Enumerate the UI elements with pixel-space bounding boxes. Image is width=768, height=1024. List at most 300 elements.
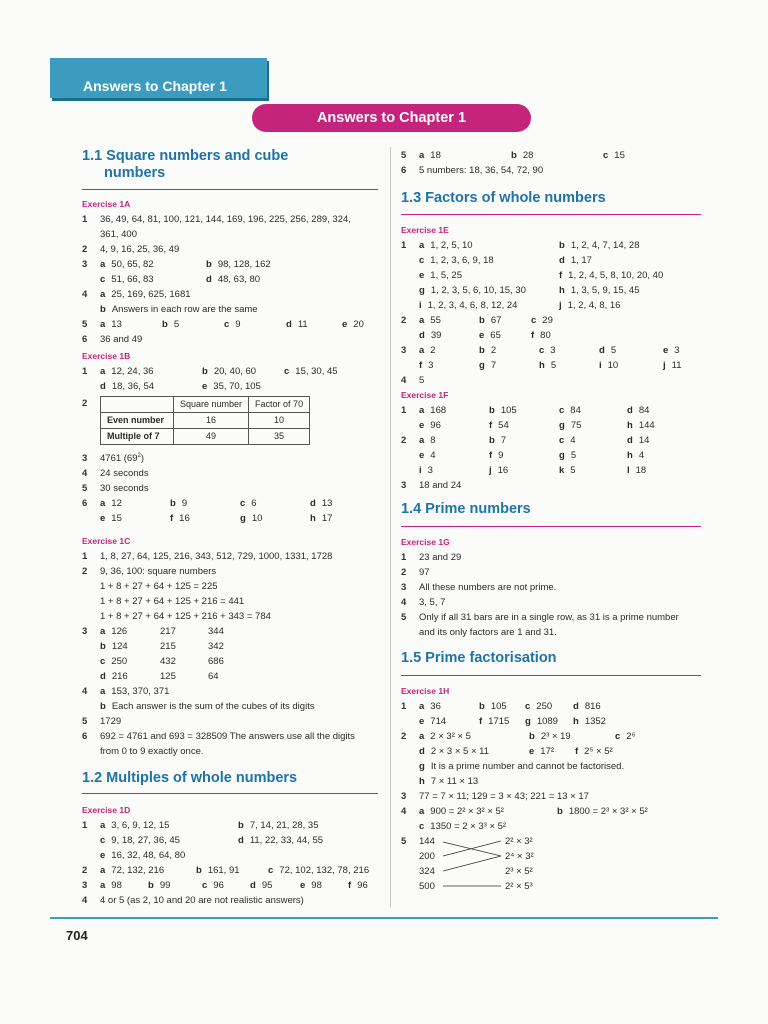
answer-text: All these numbers are not prime.: [419, 582, 557, 593]
answer-text: 64: [208, 671, 219, 682]
answer-row: [82, 332, 382, 347]
section-1-4-title: 1.4 Prime numbers: [401, 501, 531, 517]
answer-row: [82, 564, 382, 624]
answer-text: 1, 2, 4, 8, 16: [567, 300, 621, 311]
match-right-item: 2⁴ × 3²: [505, 851, 534, 862]
answer-text: 1 + 8 + 27 + 64 + 125 + 216 + 343 = 784: [100, 611, 271, 622]
answer-text: 432: [160, 656, 176, 667]
answer-text: 1 + 8 + 27 + 64 + 125 = 225: [100, 581, 218, 592]
part-label: b: [479, 315, 485, 326]
part-label: h: [627, 450, 633, 461]
answer-text: 105: [490, 701, 507, 712]
answer-text: 161, 91: [207, 865, 240, 876]
part-label: j: [489, 465, 492, 476]
part-label: f: [575, 746, 579, 757]
column-divider: [390, 147, 391, 907]
part-label: g: [525, 716, 531, 727]
answer-text: 98, 128, 162: [217, 259, 271, 270]
question-number: 1: [82, 366, 88, 377]
answer-text: 144: [638, 420, 655, 431]
question-number: 3: [401, 582, 407, 593]
answer-text: 1350 = 2 × 3³ × 5²: [430, 821, 507, 832]
answer-text: 1, 2, 4, 5, 8, 10, 20, 40: [568, 270, 664, 281]
part-label: a: [419, 405, 425, 416]
answer-text: 4761 (69: [100, 453, 138, 464]
part-label: h: [627, 420, 633, 431]
answer-text: 36, 49, 64, 81, 100, 121, 144, 169, 196, 225, 256, 289, 324,: [100, 214, 351, 225]
part-label: d: [419, 746, 425, 757]
answer-text: 3: [428, 360, 434, 371]
answer-text: 1, 2, 3, 5, 6, 10, 15, 30: [430, 285, 526, 296]
question-number: 5: [82, 319, 88, 330]
part-label: b: [162, 319, 168, 330]
answer-text: 96: [213, 880, 224, 891]
part-label: b: [170, 498, 176, 509]
question-number: 4: [401, 806, 407, 817]
question-number: 4: [82, 468, 88, 479]
question-number: 3: [401, 345, 407, 356]
answer-row: [401, 403, 713, 433]
part-label: d: [286, 319, 292, 330]
table-cell: 16: [174, 413, 249, 429]
part-label: i: [419, 300, 422, 311]
table-header: Square number: [174, 397, 249, 413]
part-label: a: [419, 701, 425, 712]
section-1-3-title: 1.3 Factors of whole numbers: [401, 190, 606, 206]
answer-text: 168: [430, 405, 447, 416]
chapter-tab: [50, 58, 267, 98]
part-label: c: [100, 656, 106, 667]
question-number: 4: [82, 686, 88, 697]
part-label: a: [419, 315, 425, 326]
answer-text: 2: [490, 345, 497, 356]
answer-text: 1, 17: [570, 255, 592, 266]
part-label: g: [419, 761, 425, 772]
answer-text: 12: [111, 498, 122, 509]
part-label: d: [238, 835, 244, 846]
answer-text: 99: [159, 880, 171, 891]
part-label: c: [559, 435, 565, 446]
answer-text: 29: [542, 315, 553, 326]
exercise-1c-answers: [82, 549, 382, 759]
exercise-1g-title: Exercise 1G: [401, 537, 450, 547]
part-label: a: [100, 366, 106, 377]
part-label: d: [627, 435, 633, 446]
answer-text: 11: [297, 319, 308, 330]
answer-text: 250: [111, 656, 128, 667]
part-label: h: [559, 285, 565, 296]
part-label: d: [599, 345, 605, 356]
answer-text: 48, 63, 80: [217, 274, 261, 285]
part-label: a: [100, 865, 106, 876]
section-1-1-title: [82, 148, 288, 182]
answer-text: 2: [430, 345, 436, 356]
exercise-1g-answers: [401, 550, 713, 640]
question-number: 1: [82, 820, 88, 831]
question-number: 3: [82, 626, 88, 637]
answer-text: 5 numbers: 18, 36, 54, 72, 90: [419, 165, 544, 176]
answer-row: [82, 684, 382, 714]
answer-text: 692 = 4761 and 693 = 328509 The answers use all the digits: [100, 731, 355, 742]
answer-text: 215: [160, 641, 176, 652]
part-label: e: [479, 330, 485, 341]
answer-text: 5: [419, 375, 425, 386]
answer-row: [401, 729, 713, 789]
answer-text: 96: [357, 880, 368, 891]
chapter-tab-title: Answers to Chapter 1: [83, 78, 227, 94]
part-label: e: [529, 746, 535, 757]
answer-text: 95: [261, 880, 273, 891]
question-number: 2: [401, 731, 407, 742]
exercise-1f-title: Exercise 1F: [401, 390, 449, 400]
part-label: h: [419, 776, 425, 787]
answer-text: 1, 5, 25: [430, 270, 462, 281]
answer-text: 7, 14, 21, 28, 35: [249, 820, 319, 831]
answer-text: 55: [430, 315, 441, 326]
part-label: f: [559, 270, 563, 281]
part-label: f: [489, 420, 493, 431]
part-label: a: [419, 345, 425, 356]
part-label: b: [206, 259, 212, 270]
answer-text: 7: [500, 435, 507, 446]
answer-text: 1729: [100, 716, 122, 727]
answer-row: [401, 163, 711, 178]
answer-text: from 0 to 9 exactly once.: [100, 746, 204, 757]
answer-text: 11, 22, 33, 44, 55: [249, 835, 324, 846]
question-number: 3: [401, 480, 407, 491]
answer-row: [82, 549, 382, 564]
answer-row: [401, 565, 713, 580]
part-label: b: [196, 865, 202, 876]
answer-text: 250: [536, 701, 553, 712]
answer-text: 1715: [488, 716, 510, 727]
answer-text: 84: [638, 405, 650, 416]
answer-text: 105: [500, 405, 517, 416]
answer-text: 12, 24, 36: [111, 366, 154, 377]
part-label: c: [419, 255, 425, 266]
answer-text: 1, 8, 27, 64, 125, 216, 343, 512, 729, 1000, 1331, 1728: [100, 551, 333, 562]
answer-text: 77 = 7 × 11; 129 = 3 × 43; 221 = 13 × 17: [419, 791, 589, 802]
part-label: b: [489, 435, 495, 446]
answer-text: 5: [570, 465, 576, 476]
answer-text: 50, 65, 82: [111, 259, 154, 270]
part-label: c: [284, 366, 290, 377]
part-label: e: [419, 716, 425, 727]
part-label: f: [348, 880, 352, 891]
match-left-item: 500: [419, 881, 435, 892]
part-label: b: [148, 880, 154, 891]
part-label: b: [511, 150, 517, 161]
exercise-1e-title: Exercise 1E: [401, 225, 449, 235]
answer-row: [401, 313, 713, 343]
answer-text: 4, 9, 16, 25, 36, 49: [100, 244, 180, 255]
part-label: g: [419, 285, 425, 296]
part-label: c: [240, 498, 246, 509]
answer-row: [82, 242, 382, 257]
part-label: f: [479, 716, 483, 727]
answer-row: [82, 714, 382, 729]
answer-text: 3: [427, 465, 433, 476]
answer-text: 4 or 5 (as 2, 10 and 20 are not realistic answers): [100, 895, 304, 906]
answer-text: 3, 5, 7: [419, 597, 446, 608]
match-line: [443, 856, 501, 871]
exercise-1a-title: Exercise 1A: [82, 199, 131, 209]
part-label: a: [100, 259, 106, 270]
answer-text: 18, 36, 54: [111, 381, 155, 392]
part-label: e: [419, 450, 425, 461]
part-label: d: [206, 274, 212, 285]
part-label: i: [419, 465, 422, 476]
answer-text: 16: [179, 513, 190, 524]
question-number: 4: [401, 375, 407, 386]
answer-text: 126: [111, 626, 128, 637]
exercise-1b-answers: [82, 364, 382, 526]
question-number: 3: [82, 880, 88, 891]
part-label: d: [100, 671, 106, 682]
question-number: 3: [401, 791, 407, 802]
answer-text: 3, 6, 9, 12, 15: [111, 820, 170, 831]
part-label: a: [419, 731, 425, 742]
section-rule: [401, 214, 701, 215]
question-number: 3: [82, 259, 88, 270]
part-label: a: [419, 150, 425, 161]
answer-text: 13: [321, 498, 333, 509]
part-label: b: [557, 806, 563, 817]
answer-text: 35, 70, 105: [213, 381, 261, 392]
answer-row: [82, 466, 382, 481]
answer-text: 4: [638, 450, 645, 461]
answer-text: 54: [498, 420, 509, 431]
answer-text: 80: [540, 330, 551, 341]
exercise-1h-title: Exercise 1H: [401, 686, 450, 696]
question-number: 2: [82, 566, 88, 577]
part-label: c: [202, 880, 208, 891]
answer-row: [401, 580, 713, 595]
part-label: f: [419, 360, 423, 371]
match-right-item: 2² × 5³: [505, 881, 533, 892]
answer-text: 344: [208, 626, 224, 637]
section-title-line: numbers: [104, 165, 166, 181]
part-label: c: [525, 701, 531, 712]
part-label: a: [100, 289, 106, 300]
answer-row: [82, 863, 382, 878]
part-label: b: [489, 405, 495, 416]
answer-row: [401, 433, 713, 478]
part-label: a: [100, 880, 106, 891]
part-label: c: [531, 315, 537, 326]
answer-row: [401, 789, 713, 804]
exercise-1d-continued: [401, 148, 711, 178]
question-number: 2: [401, 315, 407, 326]
answer-row: [401, 610, 713, 640]
answer-text: 153, 370, 371: [111, 686, 170, 697]
answer-text: 342: [208, 641, 224, 652]
answer-row: [82, 396, 382, 445]
answer-text: ): [140, 453, 145, 464]
answer-text: 18: [430, 150, 441, 161]
answer-row: [401, 804, 713, 834]
part-label: h: [539, 360, 545, 371]
answer-text: 1800 = 2³ × 3² × 5²: [568, 806, 648, 817]
answer-row: [401, 148, 711, 163]
answer-text: Each answer is the sum of the cubes of its digits: [111, 701, 315, 712]
answer-text: 18: [635, 465, 647, 476]
answer-row: [82, 729, 382, 759]
question-number: 4: [401, 597, 407, 608]
answer-text: 7 × 11 × 13: [430, 776, 479, 787]
table-row-label: Multiple of 7: [101, 429, 174, 445]
table-cell: [101, 397, 174, 413]
answer-text: 36: [430, 701, 441, 712]
answer-text: It is a prime number and cannot be factorised.: [430, 761, 625, 772]
square-factor-table: [100, 396, 310, 445]
answer-text: 72, 132, 216: [111, 865, 165, 876]
exercise-1b-title: Exercise 1B: [82, 351, 131, 361]
answer-row: [82, 893, 382, 908]
part-label: e: [419, 270, 425, 281]
part-label: k: [559, 465, 565, 476]
section-rule: [82, 793, 378, 794]
answer-row: [82, 878, 382, 893]
answer-text: 124: [111, 641, 128, 652]
answer-text: Answers in each row are the same: [111, 304, 258, 315]
answer-text: 9, 36, 100: square numbers: [100, 566, 217, 577]
question-number: 5: [82, 483, 88, 494]
answer-text: 9: [181, 498, 188, 509]
answer-row: [82, 317, 382, 332]
part-label: a: [419, 240, 425, 251]
answer-text: 17²: [540, 746, 555, 757]
answer-row: [82, 364, 382, 394]
answer-text: 5: [570, 450, 577, 461]
answer-text: 1, 2, 3, 6, 9, 18: [430, 255, 494, 266]
part-label: d: [627, 405, 633, 416]
part-label: f: [170, 513, 174, 524]
part-label: a: [419, 435, 425, 446]
part-label: e: [300, 880, 306, 891]
part-label: a: [100, 498, 106, 509]
part-label: g: [240, 513, 246, 524]
part-label: b: [479, 345, 485, 356]
question-number: 1: [82, 214, 88, 225]
match-left-item: 144: [419, 836, 435, 847]
part-label: h: [310, 513, 316, 524]
answer-text: 2³ × 19: [540, 731, 571, 742]
section-rule: [401, 675, 701, 676]
part-label: a: [419, 806, 425, 817]
answer-text: 16, 32, 48, 64, 80: [111, 850, 186, 861]
exercise-1d-answers: [82, 818, 382, 908]
answer-text: 217: [160, 626, 176, 637]
part-label: c: [419, 821, 425, 832]
part-label: b: [479, 701, 485, 712]
answer-text: 97: [419, 567, 430, 578]
answer-row: [82, 451, 382, 466]
part-label: c: [559, 405, 565, 416]
part-label: c: [603, 150, 609, 161]
part-label: a: [100, 686, 106, 697]
answer-row: [82, 481, 382, 496]
answer-text: 900 = 2² × 3² × 5²: [430, 806, 504, 817]
part-label: j: [663, 360, 666, 371]
answer-text: 28: [522, 150, 534, 161]
answer-text: 67: [490, 315, 502, 326]
question-number: 6: [82, 334, 88, 345]
exercise-1d-title: Exercise 1D: [82, 805, 131, 815]
question-number: 4: [82, 895, 88, 906]
part-label: b: [100, 701, 106, 712]
answer-text: Only if all 31 bars are in a single row, as 31 is a prime number: [419, 612, 679, 623]
answer-text: 2 × 3² × 5: [430, 731, 471, 742]
part-label: e: [202, 381, 208, 392]
question-number: 5: [401, 150, 407, 161]
part-label: c: [100, 835, 106, 846]
question-number: 5: [401, 836, 407, 847]
question-number: 2: [401, 435, 407, 446]
part-label: i: [599, 360, 602, 371]
part-label: j: [559, 300, 562, 311]
factor-matching-diagram: [419, 834, 549, 894]
part-label: e: [663, 345, 669, 356]
answer-text: 7: [490, 360, 497, 371]
answer-text: 686: [208, 656, 224, 667]
answer-row: [401, 595, 713, 610]
table-cell: 49: [174, 429, 249, 445]
answer-text: 816: [584, 701, 601, 712]
answer-text: 6: [251, 498, 257, 509]
answer-text: 1, 3, 5, 9, 15, 45: [570, 285, 640, 296]
answer-text: 17: [321, 513, 333, 524]
question-number: 5: [401, 612, 407, 623]
answer-row: [401, 699, 713, 729]
answer-row: [82, 257, 382, 287]
answer-row: [82, 496, 382, 526]
answer-text: 30 seconds: [100, 483, 149, 494]
exercise-1e-answers: [401, 238, 713, 388]
answer-text: 96: [430, 420, 441, 431]
answer-text: 125: [160, 671, 176, 682]
part-label: c: [268, 865, 274, 876]
answer-text: 10: [251, 513, 263, 524]
part-label: d: [100, 381, 106, 392]
question-number: 1: [401, 240, 407, 251]
answer-text: 1089: [536, 716, 558, 727]
exercise-1f-answers: [401, 403, 713, 493]
answer-text: 1, 2, 4, 7, 14, 28: [570, 240, 640, 251]
match-left-item: 200: [419, 851, 435, 862]
question-number: 1: [401, 405, 407, 416]
answer-text: 5: [550, 360, 557, 371]
question-number: 4: [82, 289, 88, 300]
answer-text: 25, 169, 625, 1681: [111, 289, 191, 300]
part-label: a: [100, 319, 106, 330]
question-number: 2: [82, 244, 88, 255]
answer-row: [401, 238, 713, 313]
part-label: c: [224, 319, 230, 330]
part-label: e: [100, 850, 106, 861]
answer-text: 98: [311, 880, 322, 891]
answer-text: 2 × 3 × 5 × 11: [430, 746, 490, 757]
answer-row: [82, 624, 382, 684]
answer-text: 1 + 8 + 27 + 64 + 125 + 216 = 441: [100, 596, 245, 607]
question-number: 6: [82, 498, 88, 509]
answer-text: 14: [638, 435, 650, 446]
answer-text: 11: [671, 360, 682, 371]
answer-text: 216: [111, 671, 128, 682]
question-number: 3: [82, 453, 88, 464]
page-number: 704: [66, 928, 88, 943]
answer-text: 16: [497, 465, 509, 476]
